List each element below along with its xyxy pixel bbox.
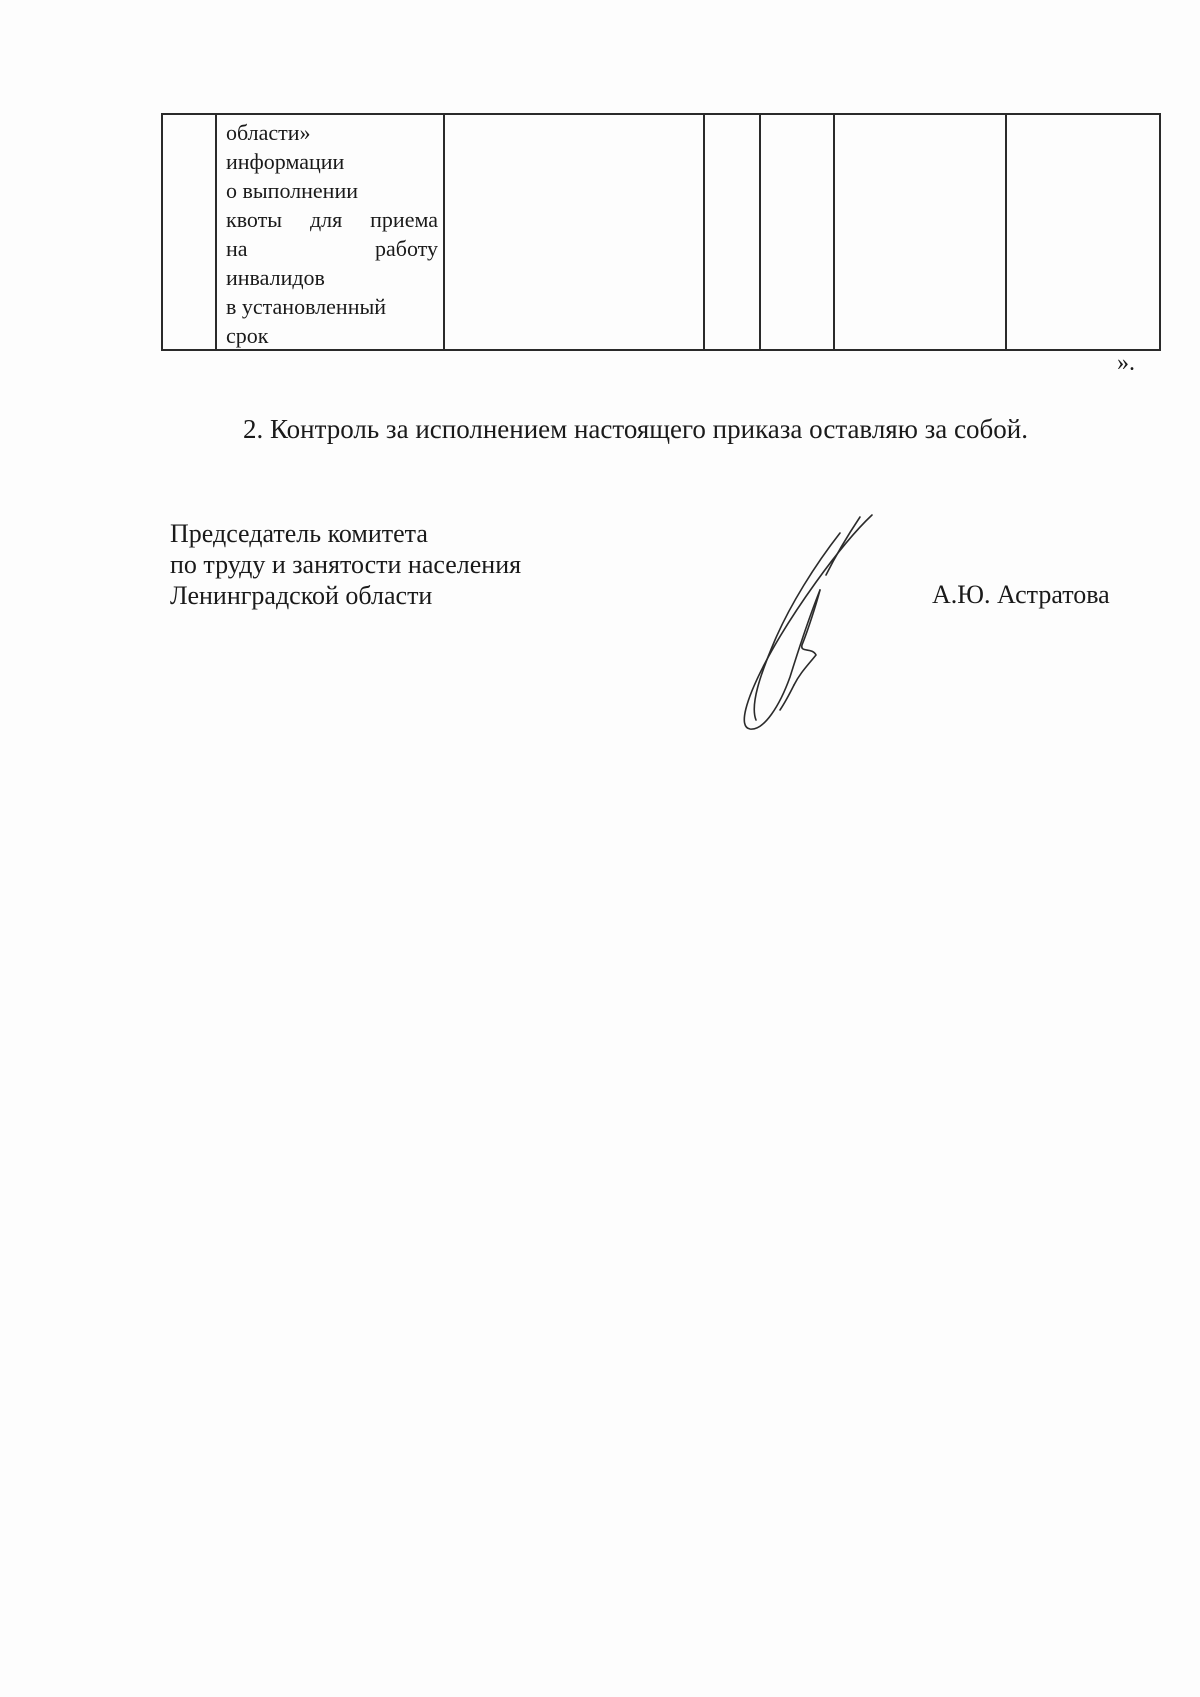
table-column-divider: [833, 115, 835, 349]
cell-word: квоты: [226, 207, 283, 232]
closing-quote: ».: [1117, 350, 1135, 376]
signatory-position: [170, 518, 521, 611]
table-column-divider: [443, 115, 445, 349]
table-column-divider: [703, 115, 705, 349]
cell-word: приема: [370, 207, 438, 232]
clause-2-text: 2. Контроль за исполнением настоящего приказа оставляю за собой.: [243, 414, 1028, 444]
cell-word: на: [226, 236, 248, 261]
table-column-divider: [1005, 115, 1007, 349]
cell-text-line: срок: [226, 323, 269, 348]
cell-text-line: инвалидов: [226, 265, 325, 290]
table-fragment: [161, 113, 1161, 351]
cell-word: работу: [375, 236, 438, 261]
signer-name: А.Ю. Астратова: [932, 580, 1110, 609]
cell-text-line: информации: [226, 149, 345, 174]
cell-text-line-justified: [226, 205, 438, 234]
table-cell-description: [226, 118, 438, 350]
position-line: Председатель комитета: [170, 519, 428, 548]
position-line: Ленинградской области: [170, 581, 433, 610]
cell-text-line: в установленный: [226, 294, 387, 319]
handwritten-signature: [720, 505, 880, 735]
cell-text-line: области»: [226, 120, 311, 145]
table-column-divider: [759, 115, 761, 349]
table-column-divider: [215, 115, 217, 349]
cell-text-line-justified: [226, 234, 438, 263]
cell-text-line: о выполнении: [226, 178, 358, 203]
position-line: по труду и занятости населения: [170, 550, 522, 579]
cell-word: для: [309, 207, 343, 232]
